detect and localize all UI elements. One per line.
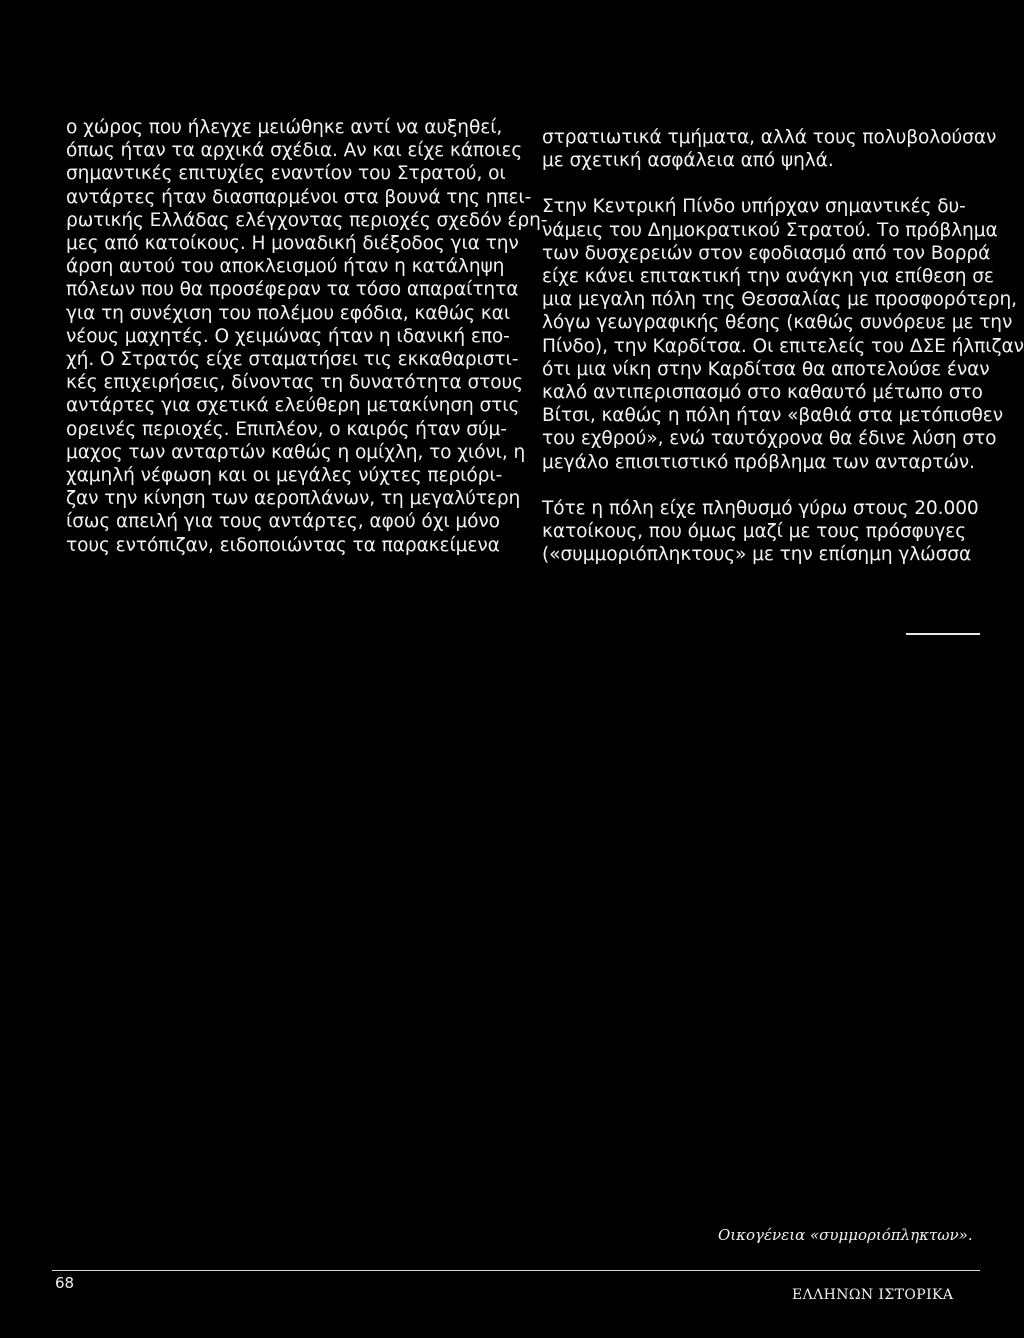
text-line: ο χώρος που ήλεγχε μειώθηκε αντί να αυξηθεί, bbox=[66, 117, 503, 138]
text-line: Στην Κεντρική Πίνδο υπήρχαν σημαντικές δυ- bbox=[542, 196, 966, 218]
paragraph-kentriki-pindos bbox=[542, 195, 1024, 473]
text-line: στρατιωτικά τμήματα, αλλά τους πολυβολούσαν bbox=[542, 127, 997, 148]
text-line: νέους μαχητές. Ο χειμώνας ήταν η ιδανική επο- bbox=[66, 325, 510, 347]
footer-divider bbox=[52, 1270, 980, 1271]
text-line: κατοίκους, που όμως μαζί με τους πρόσφυγες bbox=[542, 521, 967, 543]
text-line: μαχος των ανταρτών καθώς η ομίχλη, το χιόνι, η bbox=[66, 441, 526, 463]
photo-caption: Οικογένεια «συμμοριόπληκτων». bbox=[718, 1226, 973, 1244]
paragraph-gap bbox=[542, 172, 1000, 195]
text-line: Τότε η πόλη είχε πληθυσμό γύρω στους 20.000 bbox=[542, 497, 979, 519]
text-line: μες από κατοίκους. Η μοναδική διέξοδος για την bbox=[66, 233, 519, 255]
text-line: ότι μια νίκη στην Καρδίτσα θα αποτελούσε έναν bbox=[542, 358, 990, 380]
text-line: Πίνδο), την Καρδίτσα. Οι επιτελείς του ΔΣΕ ήλπιζαν bbox=[542, 335, 1024, 357]
text-line: μια μεγαλη πόλη της Θεσσαλίας με προσφορότερη, bbox=[542, 289, 1017, 311]
text-line: σημαντικές επιτυχίες εναντίον του Στρατού, οι bbox=[66, 163, 506, 185]
text-line: του εχθρού», ενώ ταυτόχρονα θα έδινε λύση στο bbox=[542, 428, 997, 450]
text-line: Βίτσι, καθώς η πόλη ήταν «βαθιά στα μετόπισθεν bbox=[542, 405, 1004, 427]
text-line: όπως ήταν τα αρχικά σχέδια. Αν και είχε κάποιες bbox=[66, 140, 523, 162]
article-right-column bbox=[542, 126, 1024, 566]
text-line: μεγάλο επισιτιστικό πρόβλημα των ανταρτών. bbox=[542, 451, 975, 473]
text-line: πόλεων που θα προσέφεραν τα τόσο απαραίτητα bbox=[66, 279, 519, 301]
text-line: ίσως απειλή για τους αντάρτες, αφού όχι μόνο bbox=[66, 511, 500, 533]
text-line: ρωτικής Ελλάδας ελέγχοντας περιοχές σχεδόν έρη- bbox=[66, 209, 548, 231]
text-line: χαμηλή νέφωση και οι μεγάλες νύχτες περιόρι- bbox=[66, 465, 503, 487]
page-number: 68 bbox=[55, 1274, 75, 1292]
text-line: με σχετική ασφάλεια από ψηλά. bbox=[542, 150, 834, 172]
text-line: αντάρτες ήταν διασπαρμένοι στα βουνά της ηπει- bbox=[66, 186, 532, 208]
text-line: ορεινές περιοχές. Επιπλέον, ο καιρός ήταν σύμ- bbox=[66, 418, 507, 440]
text-line: ζαν την κίνηση των αεροπλάνων, τη μεγαλύτερη bbox=[66, 488, 521, 510]
column-end-rule bbox=[906, 633, 980, 635]
paragraph-continuation bbox=[542, 126, 1000, 172]
text-line: τους εντόπιζαν, ειδοποιώντας τα παρακείμενα bbox=[66, 534, 500, 556]
text-line: («συμμοριόπληκτους» με την επίσημη γλώσσα bbox=[542, 544, 972, 566]
text-line: νάμεις του Δημοκρατικού Στρατού. Το πρόβλημα bbox=[542, 219, 998, 241]
magazine-title: ΕΛΛΗΝΩΝ ΙΣΤΟΡΙΚΑ bbox=[792, 1287, 954, 1303]
text-line: των δυσχερειών στον εφοδιασμό από τον Βορρά bbox=[542, 242, 991, 264]
text-line: χή. Ο Στρατός είχε σταματήσει τις εκκαθαριστι- bbox=[66, 349, 519, 371]
text-line: κές επιχειρήσεις, δίνοντας τη δυνατότητα στους bbox=[66, 372, 523, 394]
text-line: άρση αυτού του αποκλεισμού ήταν η κατάληψη bbox=[66, 256, 505, 278]
paragraph-population bbox=[542, 497, 1000, 567]
article-left-column bbox=[66, 116, 548, 557]
text-line: λόγω γεωγραφικής θέσης (καθώς συνόρευε με την bbox=[542, 312, 1013, 334]
text-line: αντάρτες για σχετικά ελεύθερη μετακίνηση στις bbox=[66, 395, 520, 417]
text-line: καλό αντιπερισπασμό στο καθαυτό μέτωπο στο bbox=[542, 382, 983, 404]
text-line: είχε κάνει επιτακτική την ανάγκη για επίθεση σε bbox=[542, 266, 994, 288]
text-line: για τη συνέχιση του πολέμου εφόδια, καθώς και bbox=[66, 302, 511, 324]
paragraph-gap bbox=[542, 474, 1000, 497]
